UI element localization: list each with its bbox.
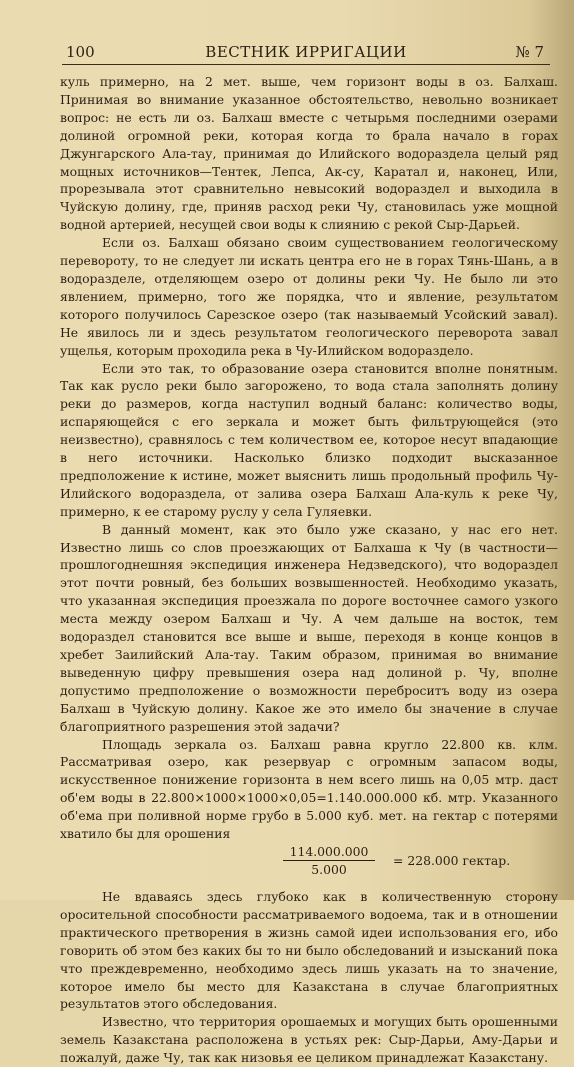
page-number: 100 xyxy=(66,43,95,61)
paragraph: В данный момент, как это было уже сказано, у нас его нет. Известно лишь со слов проезжающих от Балхаша к Чу (в частности—прошлогоднешняя экспедиция инженера Недзведского), что водораздел этот почти ровный, без больших возвышенностей. Необходимо указать, что указанная экспедиция проезжала по дороге восточнее самого узкого места между озером Балхаш и Чу. А чем дальше на восток, тем водораздел становится все выше и выше, переходя в конце концов в хребет Заилийский Ала-тау. Таким образом, принимая во внимание выведенную цифру превышения озера над долиной р. Чу, вполне допустимо предположение о возможности переброситъ воду из озера Балхаш в Чуйскую долину. Какое же это имело бы значение в случае благоприятного разрешения этой задачи? xyxy=(60,521,558,734)
fraction-denominator: 5.000 xyxy=(311,861,347,877)
formula-result: = 228.000 гектар. xyxy=(393,852,511,868)
paragraph: Если оз. Балхаш обязано своим существованием геологическому перевороту, то не следует ли искать центра его не в горах Тянь-Шань, а в водоразделе, отделяющем озеро от долины реки Чу. Не было ли это явлением, примерно, того же порядка, что и явление, результатом которого получилось Сарезское озеро (так называемый Усойский завал). Не явилось ли и здесь результатом геологического переворота завал ущелья, которым проходила река в Чу-Илийском водораздело. xyxy=(60,235,558,358)
irrigation-formula xyxy=(60,843,558,883)
paragraph: Если это так, то образование озера становится вполне понятным. Так как русло реки было загорожено, то вода стала заполнять долину реки до размеров, когда наступил водный баланс: количество воды, испаряющейся с его зеркала и может быть фильтрующейся (это неизвестно), сравнялось с тем количеством ее, которое несут впадающие в него источники. Насколько близко подходит высказанное предположение к истине, может выяснить лишь продольный профиль Чу-Илийского водораздела, от залива озера Балхаш Ала-куль к реке Чу, примерно, к ее старому руслу у села Гуляевки. xyxy=(60,360,558,519)
issue-number: № 7 xyxy=(515,43,544,61)
fraction xyxy=(283,843,375,878)
paragraph: Известно, что территория орошаемых и могущих быть орошенными земель Казакстана расположена в устьях рек: Сыр-Дарьи, Аму-Дарьи и пожалуй, даже Чу, так как низовья ее целиком принадлежат Казакстану. xyxy=(60,1014,558,1066)
article-body xyxy=(60,73,558,1067)
page-header xyxy=(62,40,550,65)
journal-title: ВЕСТНИК ИРРИГАЦИИ xyxy=(205,43,407,61)
paragraph: куль примерно, на 2 мет. выше, чем горизонт воды в оз. Балхаш. Принимая во внимание указанное обстоятельство, невольно возникает вопрос: не есть ли оз. Балхаш вместе с четырьмя последними озерами долиной огромной реки, которая когда то брала начало в горах Джунгарского Ала-тау, принимая до Илийского водораздела целый ряд мощных источников—Тентек, Лепса, Ак-су, Каратал и, наконец, Или, прорезывала этот сравнительно невысокий водораздел и выходила в Чуйскую долину, где, приняв расход реки Чу, становилась уже мощной водной артерией, несущей свои воды к слиянию с рекой Сыр-Дарьей. xyxy=(60,74,558,233)
paragraph: Площадь зеркала оз. Балхаш равна кругло 22.800 кв. клм. Рассматривая озеро, как резервуар с огромным запасом воды, искусственное понижение горизонта в нем всего лишь на 0,05 мтр. даст об'ем воды в 22.800×1000×1000×0,05=1.140.000.000 кб. мтр. Указанного об'ема при поливной норме грубо в 5.000 куб. мет. на гектар с потерями хватило бы для орошения xyxy=(60,736,558,842)
fraction-numerator: 114.000.000 xyxy=(283,843,375,861)
paragraph: Не вдаваясь здесь глубоко как в количественную сторону оросительной способности рассматриваемого водоема, так и в отношении практического претворения в жизнь самой идеи использования его, ибо говорить об этом без каких бы то ни было обследований и изысканий пока что преждевременно, необходимо здесь лишь указать на то значение, которое имело бы место для Казакстана в случае благоприятных результатов этого обследования. xyxy=(60,888,558,1012)
